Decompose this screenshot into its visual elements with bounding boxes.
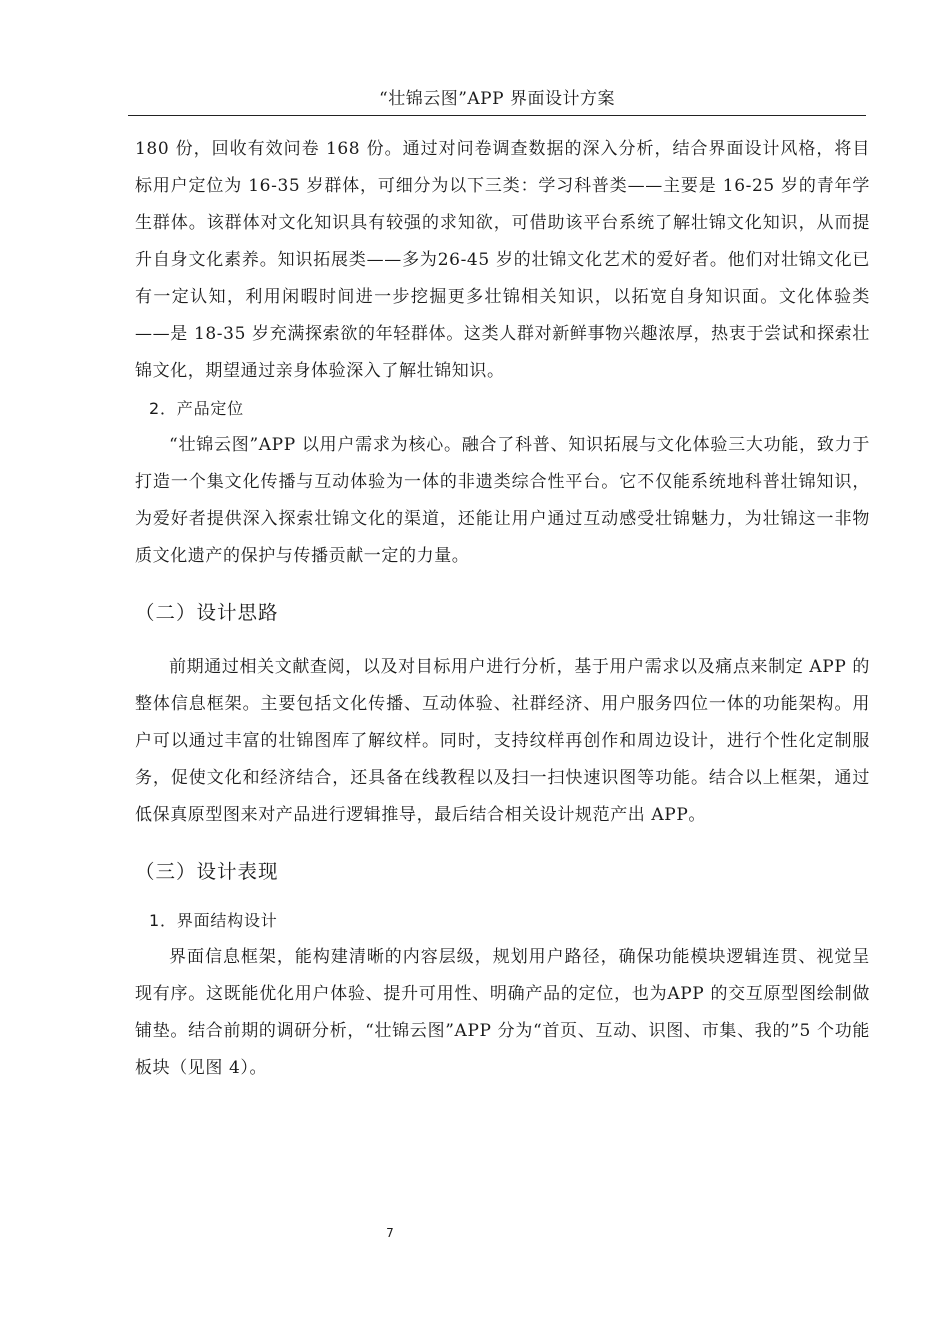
product-positioning-paragraph: “壮锦云图”APP 以用户需求为核心。融合了科普、知识拓展与文化体验三大功能，致力于打造一个集文化传播与互动体验为一体的非遗类综合性平台。它不仅能系统地科普壮锦知识，为爱好者提供深入探索壮锦文化的渠道，还能让用户通过互动感受壮锦魅力，为壮锦这一非物质文化遗产的保护与传播贡献一定的力量。 <box>135 435 870 566</box>
running-header: “壮锦云图”APP 界面设计方案 <box>379 89 615 109</box>
header-divider <box>128 115 866 116</box>
design-thinking-paragraph: 前期通过相关文献查阅，以及对目标用户进行分析，基于用户需求以及痛点来制定 APP 的整体信息框架。主要包括文化传播、互动体验、社群经济、用户服务四位一体的功能架构。用户可以通过丰富的壮锦图库了解纹样。同时，支持纹样再创作和周边设计，进行个性化定制服务，促使文化和经济结合，还具备在线教程以及扫一扫快速识图等功能。结合以上框架，通过低保真原型图来对产品进行逻辑推导，最后结合相关设计规范产出 APP。 <box>135 657 870 825</box>
design-thinking-heading: （二）设计思路 <box>135 601 279 624</box>
intro-paragraph: 180 份，回收有效问卷 168 份。通过对问卷调查数据的深入分析，结合界面设计风格，将目标用户定位为 16-35 岁群体，可细分为以下三类：学习科普类——主要是 16-25 岁的青年学生群体。该群体对文化知识具有较强的求知欲，可借助该平台系统了解壮锦文化知识，从而提升自身文化素养。知识拓展类——多为26-45 岁的壮锦文化艺术的爱好者。他们对壮锦文化已有一定认知，利用闲暇时间进一步挖掘更多壮锦相关知识，以拓宽自身知识面。文化体验类——是 18-35 岁充满探索欲的年轻群体。这类人群对新鲜事物兴趣浓厚，热衷于尝试和探索壮锦文化，期望通过亲身体验深入了解壮锦知识。 <box>135 139 870 381</box>
design-expression-heading: （三）设计表现 <box>135 860 279 883</box>
interface-structure-paragraph: 界面信息框架，能构建清晰的内容层级，规划用户路径，确保功能模块逻辑连贯、视觉呈现有序。这既能优化用户体验、提升可用性、明确产品的定位，也为APP 的交互原型图绘制做铺垫。结合前期的调研分析，“壮锦云图”APP 分为“首页、互动、识图、市集、我的”5 个功能板块（见图 4）。 <box>135 947 870 1078</box>
page-body <box>135 131 870 1087</box>
product-positioning-heading: 2．产品定位 <box>149 399 244 418</box>
interface-structure-heading: 1．界面结构设计 <box>149 911 278 930</box>
page-number: 7 <box>386 1226 394 1240</box>
